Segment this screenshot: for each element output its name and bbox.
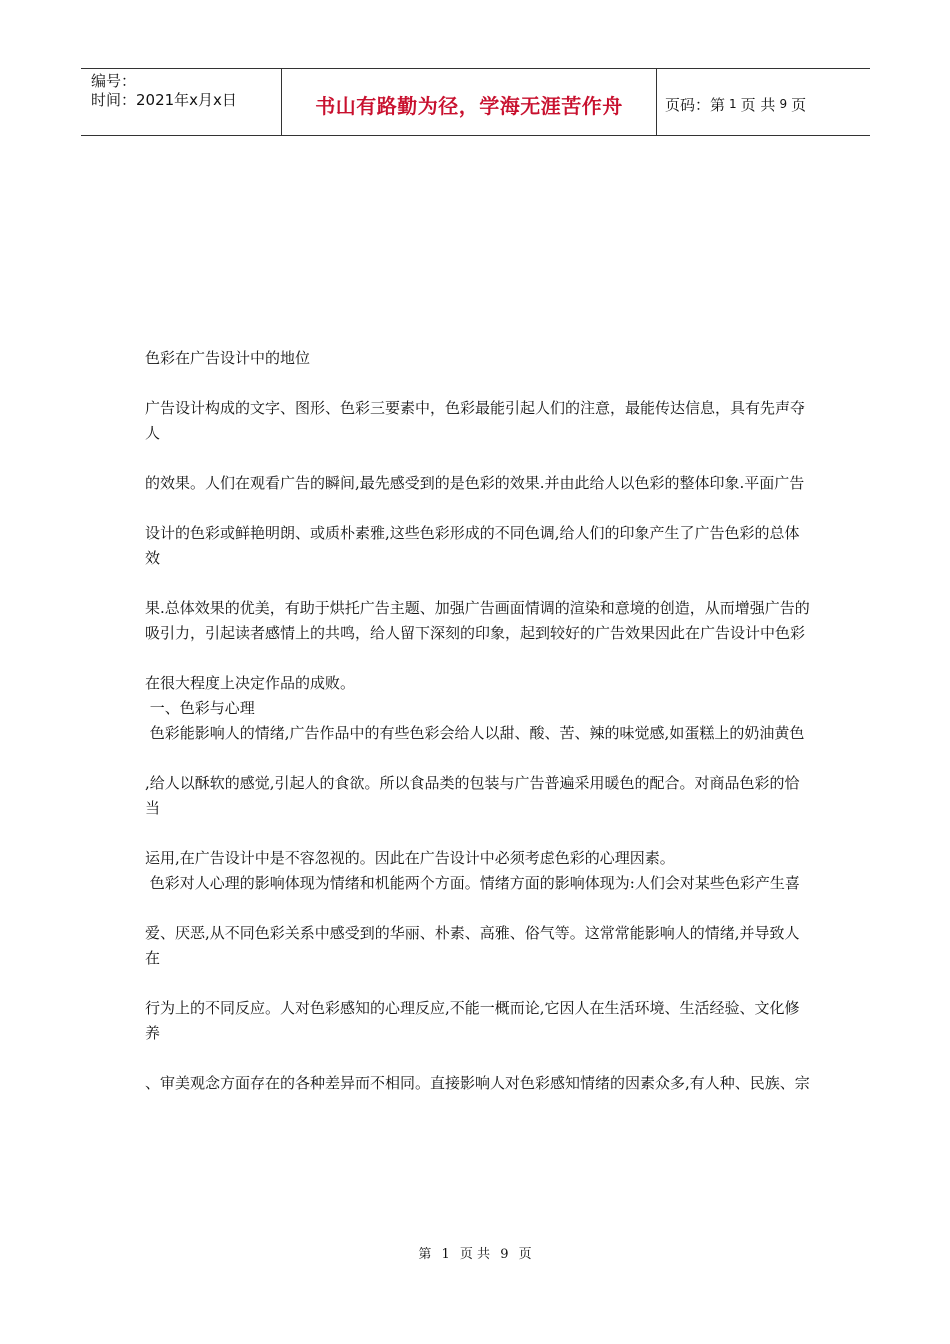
section-title: 色彩在广告设计中的地位 [145, 349, 311, 367]
subsection-heading: 一、色彩与心理 [145, 699, 255, 717]
page-footer [0, 1243, 950, 1262]
footer-total-pages: 9 [500, 1247, 509, 1262]
page-total-number: 9 [779, 97, 788, 111]
paragraph: 色彩对人心理的影响体现为情绪和机能两个方面。情绪方面的影响体现为:人们会对某些色彩产生喜 [145, 874, 800, 892]
document-body [145, 346, 811, 1096]
date-label: 时间：2021年x月x日 [91, 91, 237, 109]
paragraph: 果.总体效果的优美，有助于烘托广告主题、加强广告画面情调的渲染和意境的创造，从而增强广告的吸引力，引起读者感情上的共鸣，给人留下深刻的印象，起到较好的广告效果因此在广告设计中色彩 [145, 599, 810, 642]
page-label-prefix: 页码：第 [665, 95, 726, 114]
paragraph: ,给人以酥软的感觉,引起人的食欲。所以食品类的包装与广告普遍采用暖色的配合。对商品色彩的恰当 [145, 774, 800, 817]
header-motto-cell [282, 69, 657, 135]
page-current-number: 1 [729, 97, 737, 111]
serial-number-label: 编号： [91, 72, 137, 90]
paragraph: 行为上的不同反应。人对色彩感知的心理反应,不能一概而论,它因人在生活环境、生活经验、文化修养 [145, 999, 800, 1042]
page-label-mid: 页 共 [740, 95, 776, 114]
paragraph: 广告设计构成的文字、图形、色彩三要素中，色彩最能引起人们的注意，最能传达信息，具有先声夺人 [145, 399, 806, 442]
footer-mid: 页 共 [459, 1247, 491, 1262]
paragraph: 、审美观念方面存在的各种差异而不相同。直接影响人对色彩感知情绪的因素众多,有人种、民族、宗 [145, 1074, 810, 1092]
footer-current-page: 1 [441, 1247, 450, 1262]
page-label-suffix: 页 [791, 95, 807, 114]
header-meta-cell [81, 69, 282, 135]
paragraph: 的效果。人们在观看广告的瞬间,最先感受到的是色彩的效果.并由此给人以色彩的整体印象.平面广告 [145, 474, 805, 492]
paragraph: 爱、厌恶,从不同色彩关系中感受到的华丽、朴素、高雅、俗气等。这常常能影响人的情绪,并导致人在 [145, 924, 800, 967]
header-page-cell [657, 69, 870, 135]
footer-suffix: 页 [518, 1247, 532, 1262]
paragraph: 色彩能影响人的情绪,广告作品中的有些色彩会给人以甜、酸、苦、辣的味觉感,如蛋糕上的奶油黄色 [145, 724, 805, 742]
page-header [81, 68, 870, 136]
header-motto: 书山有路勤为径，学海无涯苦作舟 [315, 93, 623, 118]
paragraph: 设计的色彩或鲜艳明朗、或质朴素雅,这些色彩形成的不同色调,给人们的印象产生了广告色彩的总体效 [145, 524, 800, 567]
footer-prefix: 第 [418, 1247, 432, 1262]
paragraph: 运用,在广告设计中是不容忽视的。因此在广告设计中必须考虑色彩的心理因素。 [145, 849, 675, 867]
paragraph: 在很大程度上决定作品的成败。 [145, 674, 356, 692]
